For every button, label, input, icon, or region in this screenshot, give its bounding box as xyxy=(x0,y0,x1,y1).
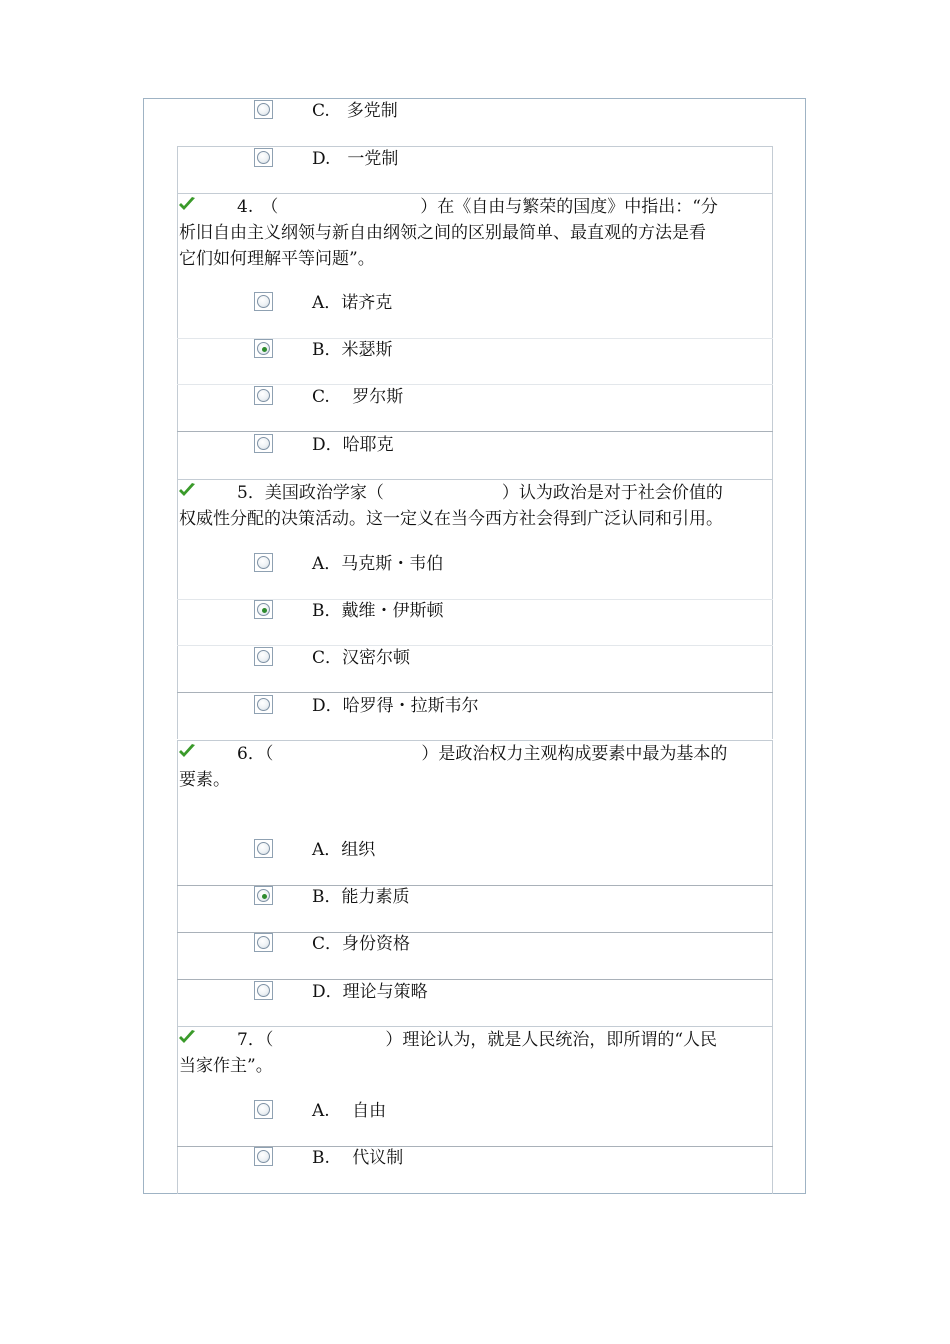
option-radio-c-top[interactable] xyxy=(254,100,273,119)
q7-option-a-label: A. 自由 xyxy=(312,1101,387,1121)
q6-option-d-label: D．理论与策略 xyxy=(312,982,428,1002)
q4-option-b-radio[interactable] xyxy=(254,339,273,358)
q5-option-b-radio[interactable] xyxy=(254,600,273,619)
q4-option-d-label: D．哈耶克 xyxy=(312,435,394,455)
q4-option-a-label: A．诺齐克 xyxy=(312,293,393,313)
q5-option-d-radio[interactable] xyxy=(254,695,273,714)
q6-option-c-radio[interactable] xyxy=(254,933,273,952)
question-text-7: 7．（ ）理论认为，就是人民统治，即所谓的“人民 当家作主”。 xyxy=(179,1030,718,1076)
q6-option-b-radio[interactable] xyxy=(254,886,273,905)
q4-option-c-radio[interactable] xyxy=(254,386,273,405)
q7-option-b-label: B. 代议制 xyxy=(312,1148,404,1168)
q7-option-b-radio[interactable] xyxy=(254,1147,273,1166)
option-radio-d-top[interactable] xyxy=(254,148,273,167)
option-label-c-top: C. 多党制 xyxy=(312,101,398,121)
q5-option-d-label: D．哈罗得・拉斯韦尔 xyxy=(312,696,479,716)
q6-option-a-label: A．组织 xyxy=(312,840,376,860)
q6-option-d-radio[interactable] xyxy=(254,981,273,1000)
question-text-5: 5．美国政治学家（ ）认为政治是对于社会价值的 权威性分配的决策活动。这一定义在当今西方社会得到广泛认同和引用。 xyxy=(179,483,723,529)
q6-option-c-label: C．身份资格 xyxy=(312,934,411,954)
question-text-4: 4. （ ）在《自由与繁荣的国度》中指出：“分 析旧自由主义纲领与新自由纲领之间的区别最简单、最直观的方法是看 它们如何理解平等问题”。 xyxy=(179,197,718,269)
q5-option-c-label: C．汉密尔顿 xyxy=(312,648,411,668)
q4-option-b-label: B．米瑟斯 xyxy=(312,340,393,360)
q5-option-b-label: B．戴维・伊斯顿 xyxy=(312,601,444,621)
q4-option-c-label: C. 罗尔斯 xyxy=(312,387,404,407)
q6-option-a-radio[interactable] xyxy=(254,839,273,858)
q4-option-a-radio[interactable] xyxy=(254,292,273,311)
q5-option-a-radio[interactable] xyxy=(254,553,273,572)
q6-option-b-label: B．能力素质 xyxy=(312,887,410,907)
q4-option-d-radio[interactable] xyxy=(254,434,273,453)
q5-option-c-radio[interactable] xyxy=(254,647,273,666)
q5-option-a-label: A．马克斯・韦伯 xyxy=(312,554,444,574)
question-text-6: 6．（ ）是政治权力主观构成要素中最为基本的 要素。 xyxy=(179,744,728,790)
option-label-d-top: D. 一党制 xyxy=(312,149,399,169)
q7-option-a-radio[interactable] xyxy=(254,1100,273,1119)
